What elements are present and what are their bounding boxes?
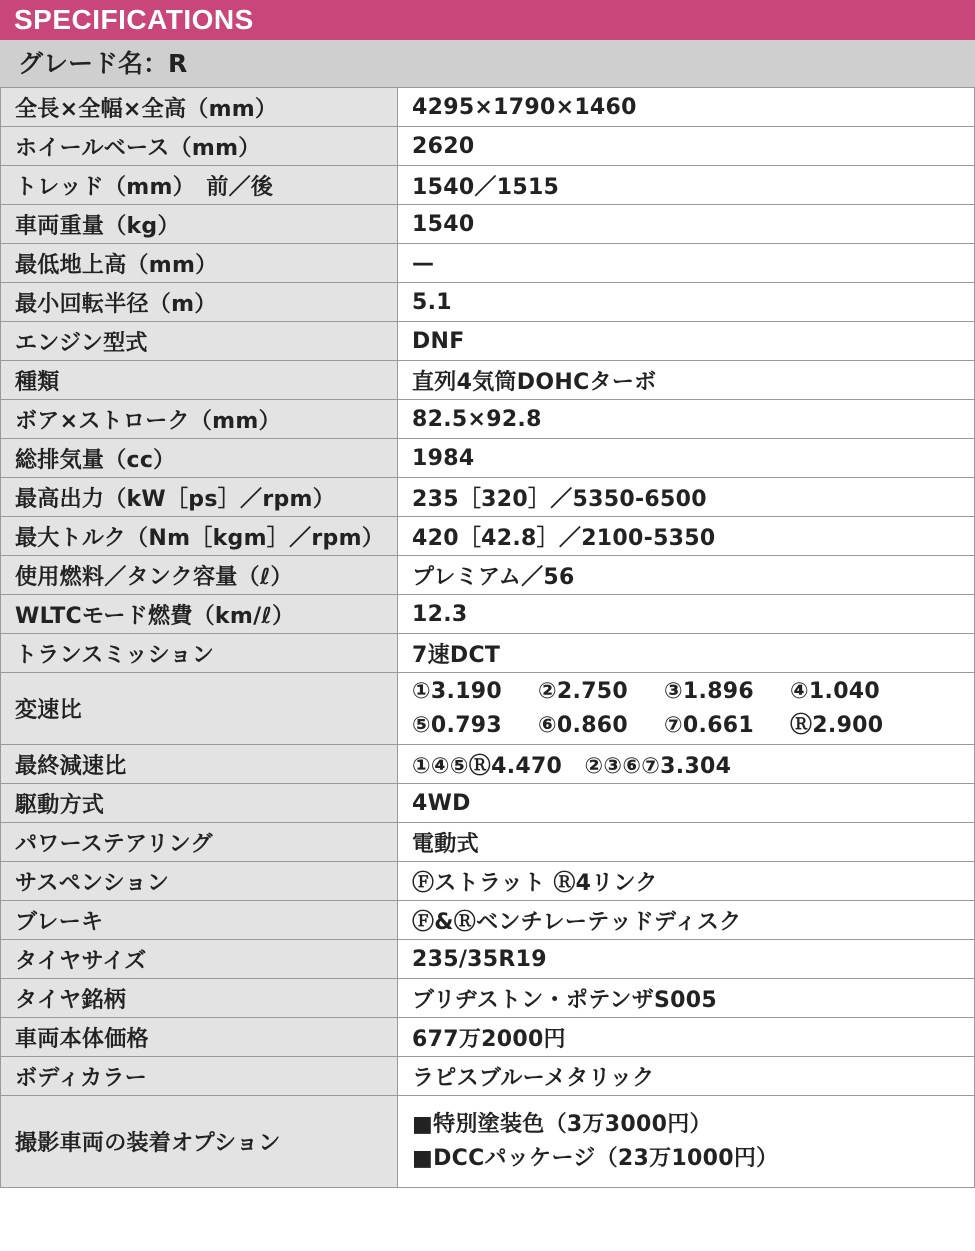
table-row [1, 400, 975, 439]
table-row [1, 1057, 975, 1096]
gear-ratio: ②2.750 [538, 678, 629, 704]
option-line: ■DCCパッケージ（23万1000円） [412, 1145, 779, 1171]
options-values [398, 1096, 975, 1188]
table-row [1, 901, 975, 940]
spec-value: 7速DCT [398, 634, 975, 673]
table-row [1, 784, 975, 823]
table-row [1, 205, 975, 244]
spec-label: パワーステアリング [1, 823, 398, 862]
table-row [1, 1018, 975, 1057]
table-row [1, 823, 975, 862]
table-row [1, 478, 975, 517]
spec-label: タイヤサイズ [1, 940, 398, 979]
spec-value: ①④⑤Ⓡ4.470 ②③⑥⑦3.304 [398, 745, 975, 784]
spec-value: 1540／1515 [398, 166, 975, 205]
spec-label: 最終減速比 [1, 745, 398, 784]
spec-value: 235/35R19 [398, 940, 975, 979]
spec-value: DNF [398, 322, 975, 361]
table-row [1, 361, 975, 400]
spec-label: エンジン型式 [1, 322, 398, 361]
table-row [1, 244, 975, 283]
spec-value: ブリヂストン・ポテンザS005 [398, 979, 975, 1018]
gear-ratio-values [398, 673, 975, 745]
gear-ratio-row [1, 673, 975, 745]
table-row [1, 322, 975, 361]
spec-label: ボディカラー [1, 1057, 398, 1096]
option-line: ■特別塗装色（3万3000円） [412, 1111, 712, 1137]
grade-name: グレード名：R [0, 40, 975, 87]
spec-value: 82.5×92.8 [398, 400, 975, 439]
gear-ratio: ④1.040 [790, 678, 881, 704]
spec-label: 総排気量（cc） [1, 439, 398, 478]
table-row [1, 127, 975, 166]
spec-label: 種類 [1, 361, 398, 400]
spec-label: 撮影車両の装着オプション [1, 1096, 398, 1188]
spec-value: 677万2000円 [398, 1018, 975, 1057]
gear-ratio: ①3.190 [412, 678, 503, 704]
spec-label: 最小回転半径（m） [1, 283, 398, 322]
spec-label: WLTCモード燃費（km/ℓ） [1, 595, 398, 634]
spec-value: 電動式 [398, 823, 975, 862]
spec-label: タイヤ銘柄 [1, 979, 398, 1018]
spec-label: 全長×全幅×全高（mm） [1, 88, 398, 127]
table-row [1, 517, 975, 556]
spec-value: 4WD [398, 784, 975, 823]
gear-ratio-line [412, 675, 974, 709]
spec-label: ホイールベース（mm） [1, 127, 398, 166]
spec-value: 1984 [398, 439, 975, 478]
spec-value: 直列4気筒DOHCターボ [398, 361, 975, 400]
specifications-banner: SPECIFICATIONS [0, 0, 975, 40]
gear-ratio-line [412, 709, 974, 743]
spec-label: 車両重量（kg） [1, 205, 398, 244]
spec-value: 12.3 [398, 595, 975, 634]
spec-value: ラピスブルーメタリック [398, 1057, 975, 1096]
spec-label: トランスミッション [1, 634, 398, 673]
table-row [1, 634, 975, 673]
spec-label: 車両本体価格 [1, 1018, 398, 1057]
table-row [1, 979, 975, 1018]
spec-label: 変速比 [1, 673, 398, 745]
spec-label: 最大トルク（Nm［kgm］／rpm） [1, 517, 398, 556]
gear-ratio: Ⓡ2.900 [790, 712, 884, 738]
gear-ratio: ⑥0.860 [538, 712, 629, 738]
table-row [1, 862, 975, 901]
options-row [1, 1096, 975, 1188]
spec-value: Ⓕストラット Ⓡ4リンク [398, 862, 975, 901]
table-row [1, 556, 975, 595]
spec-value: 4295×1790×1460 [398, 88, 975, 127]
gear-ratio: ⑦0.661 [664, 712, 755, 738]
table-row [1, 595, 975, 634]
spec-label: 使用燃料／タンク容量（ℓ） [1, 556, 398, 595]
spec-label: 最高出力（kW［ps］／rpm） [1, 478, 398, 517]
spec-value: 2620 [398, 127, 975, 166]
spec-label: 最低地上高（mm） [1, 244, 398, 283]
table-row [1, 745, 975, 784]
spec-label: 駆動方式 [1, 784, 398, 823]
gear-ratio: ③1.896 [664, 678, 755, 704]
spec-value: Ⓕ&Ⓡベンチレーテッドディスク [398, 901, 975, 940]
spec-value: 235［320］／5350-6500 [398, 478, 975, 517]
table-row [1, 283, 975, 322]
spec-value: 420［42.8］／2100-5350 [398, 517, 975, 556]
spec-value: 1540 [398, 205, 975, 244]
spec-table [0, 87, 975, 1188]
spec-label: ブレーキ [1, 901, 398, 940]
table-row [1, 439, 975, 478]
spec-label: サスペンション [1, 862, 398, 901]
table-row [1, 940, 975, 979]
spec-label: ボア×ストローク（mm） [1, 400, 398, 439]
table-row [1, 166, 975, 205]
gear-ratio: ⑤0.793 [412, 712, 503, 738]
table-row [1, 88, 975, 127]
spec-label: トレッド（mm） 前／後 [1, 166, 398, 205]
spec-value: 5.1 [398, 283, 975, 322]
spec-value: プレミアム／56 [398, 556, 975, 595]
spec-value: — [398, 244, 975, 283]
